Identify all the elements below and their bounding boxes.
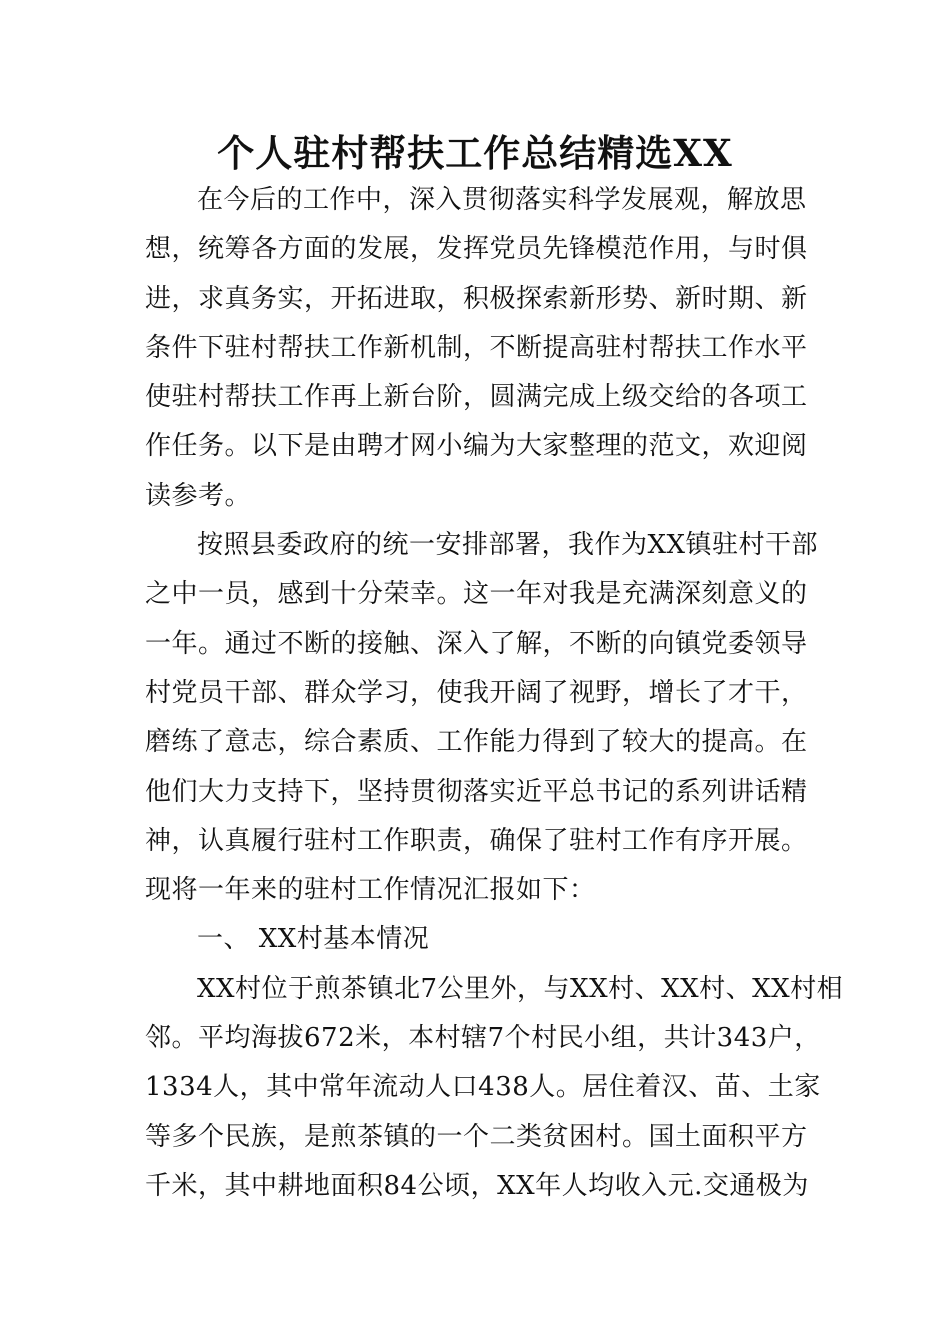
document-body xyxy=(145,176,844,1211)
text-line: 进，求真务实，开拓进取，积极探索新形势、新时期、新 xyxy=(145,283,808,314)
text-line: 条件下驻村帮扶工作新机制，不断提高驻村帮扶工作水平 xyxy=(145,332,808,363)
text-line: 邻。平均海拔672米，本村辖7个村民小组，共计343户， xyxy=(145,1023,821,1054)
text-line: 在今后的工作中，深入贯彻落实科学发展观，解放思 xyxy=(197,185,807,215)
text-line: 作任务。以下是由聘才网小编为大家整理的范文，欢迎阅 xyxy=(145,431,808,462)
text-line: 等多个民族，是煎茶镇的一个二类贫困村。国土面积平方 xyxy=(145,1121,808,1152)
text-line: 磨练了意志，综合素质、工作能力得到了较大的提高。在 xyxy=(145,727,808,758)
text-line: 现将一年来的驻村工作情况汇报如下： xyxy=(145,875,596,906)
text-line: 他们大力支持下，坚持贯彻落实近平总书记的系列讲话精 xyxy=(145,776,808,807)
text-line: 千米，其中耕地面积84公顷，XX年人均收入元.交通极为 xyxy=(145,1170,809,1201)
text-line: 一、 XX村基本情况 xyxy=(197,924,430,955)
text-line: XX村位于煎茶镇北7公里外，与XX村、XX村、XX村相 xyxy=(197,973,844,1004)
document-title: 个人驻村帮扶工作总结精选XX xyxy=(217,131,733,175)
text-line: 神，认真履行驻村工作职责，确保了驻村工作有序开展。 xyxy=(145,825,808,856)
text-line: 一年。通过不断的接触、深入了解，不断的向镇党委领导 xyxy=(145,628,808,659)
text-line: 按照县委政府的统一安排部署，我作为XX镇驻村干部 xyxy=(197,530,819,561)
text-line: 读参考。 xyxy=(145,480,252,511)
text-line: 想，统筹各方面的发展，发挥党员先锋模范作用，与时俱 xyxy=(145,234,808,265)
text-line: 之中一员，感到十分荣幸。这一年对我是充满深刻意义的 xyxy=(145,579,808,610)
text-line: 1334人，其中常年流动人口438人。居住着汉、苗、土家 xyxy=(145,1072,821,1103)
text-line: 村党员干部、群众学习，使我开阔了视野，增长了才干， xyxy=(145,677,808,708)
text-line: 使驻村帮扶工作再上新台阶，圆满完成上级交给的各项工 xyxy=(145,382,808,413)
